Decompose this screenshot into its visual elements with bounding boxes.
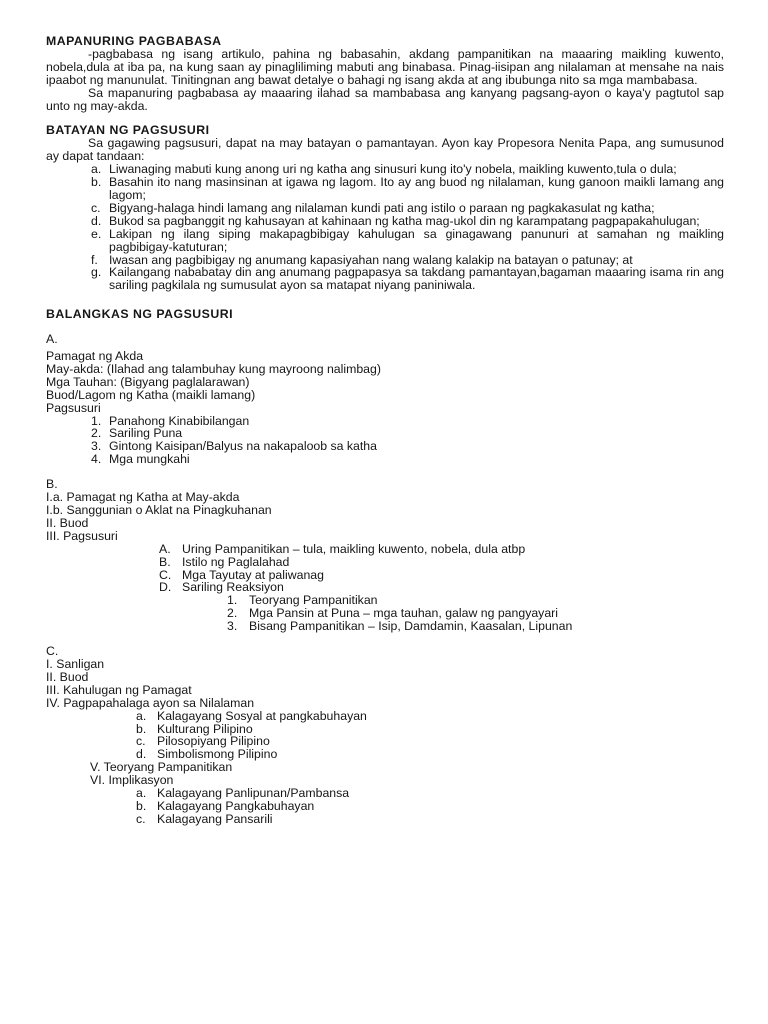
list-item: I. Sanligan <box>46 656 105 671</box>
section-title-batayan: BATAYAN NG PAGSUSURI <box>46 123 210 138</box>
outline-c-iv-list <box>46 710 724 762</box>
list-item: 4. Mga mungkahi <box>91 452 190 467</box>
list-item: I.a. Pamagat ng Katha at May-akda <box>46 490 240 505</box>
list-item: b. Basahin ito nang masinsinan at igawa ng lagom. Ito ay ang buod ng nilalaman, kung ganoon maikli lamang ang lagom; <box>91 175 724 202</box>
outline-c-label: C. <box>46 644 59 659</box>
list-item: D. Sariling Reaksiyon <box>159 580 284 595</box>
outline-a-lines <box>46 350 724 402</box>
list-item: IV. Pagpapahalaga ayon sa Nilalaman <box>46 695 255 710</box>
list-item: a. Kalagayang Panlipunan/Pambansa <box>136 786 350 801</box>
batayan-list <box>46 163 724 292</box>
list-item: B. Istilo ng Paglalahad <box>159 554 290 569</box>
list-item: III. Kahulugan ng Pamagat <box>46 682 192 697</box>
paragraph-batayan-intro: Sa gagawing pagsusuri, dapat na may batayan o pamantayan. Ayon kay Propesora Nenita Papa, ang sumusunod ay dapat tandaan: <box>46 136 724 164</box>
list-item: Mga Tauhan: (Bigyang paglalarawan) <box>46 374 250 389</box>
list-item: Buod/Lagom ng Katha (maikli lamang) <box>46 387 256 402</box>
outline-b-subsublist <box>46 594 724 633</box>
list-item: d. Bukod sa pagbanggit ng kahusayan at kahinaan ng katha mag-ukol din ng karampatang pagpapakahulugan; <box>91 213 700 228</box>
list-item: 3. Gintong Kaisipan/Balyus na nakapaloob sa katha <box>91 439 377 454</box>
outline-c-vi: VI. Implikasyon <box>90 773 174 788</box>
list-item: A. Uring Pampanitikan – tula, maikling kuwento, nobela, dula atbp <box>159 541 526 556</box>
list-item: c. Pilosopiyang Pilipino <box>136 734 270 749</box>
outline-a-numbered <box>46 415 724 467</box>
list-item: 2. Mga Pansin at Puna – mga tauhan, galaw ng pangyayari <box>227 606 558 621</box>
paragraph-definition: -pagbabasa ng isang artikulo, pahina ng babasahin, akdang pampanitikan na maaaring maikling kuwento, nobela,dula at iba pa, na kung saan ay pinagliliming mabuti ang binabasa. Pinag-iisipan ang nilalaman at mensahe na nais ipaabot ng manunulat. Tinitingnan ang bawat detalye o bahagi ng isang akda at ang ibubunga nito sa mga mambabasa. <box>46 46 724 87</box>
list-item: e. Lakipan ng ilang siping makapagbibigay kahulugan sa ginagawang panunuri at samahan ng maikling pagbibigay-katuturan; <box>91 226 724 254</box>
section-title-balangkas: BALANGKAS NG PAGSUSURI <box>46 307 234 322</box>
list-item: C. Mga Tayutay at paliwanag <box>159 567 324 582</box>
list-item: f. Iwasan ang pagbibigay ng anumang kapasiyahan nang walang kalakip na batayan o patunay; at <box>91 252 633 267</box>
outline-c-v: V. Teoryang Pampanitikan <box>90 760 233 775</box>
list-item: g. Kailangang nababatay din ang anumang pagpapasya sa takdang pamantayan,bagaman maaaring isama rin ang sariling pagkilala ng sumusulat ayon sa matapat niyang paniniwala. <box>91 265 724 293</box>
list-item: 1. Teoryang Pampanitikan <box>227 593 378 608</box>
list-item: a. Liwanaging mabuti kung anong uri ng katha ang sinusuri kung ito'y nobela, maikling kuwento,tula o dula; <box>91 162 677 177</box>
list-item: b. Kulturang Pilipino <box>136 721 253 736</box>
outline-c-lines <box>46 658 724 710</box>
document-page <box>46 35 724 826</box>
list-item: d. Simbolismong Pilipino <box>136 747 278 762</box>
list-item: Pamagat ng Akda <box>46 349 144 364</box>
outline-c-vi-list <box>46 787 724 826</box>
list-item: II. Buod <box>46 515 89 530</box>
paragraph-pagsang-ayon: Sa mapanuring pagbabasa ay maaaring ilahad sa mambabasa ang kanyang pagsang-ayon o kaya'y pagtutol sap unto ng may-akda. <box>46 85 724 113</box>
outline-b-label: B. <box>46 477 58 492</box>
list-item: I.b. Sanggunian o Aklat na Pinagkuhanan <box>46 503 272 517</box>
outline-b-sublist <box>46 543 724 595</box>
section-title-mapanuring: MAPANURING PAGBABASA <box>46 34 222 48</box>
list-item: III. Pagsusuri <box>46 528 118 543</box>
outline-a-pagsusuri: Pagsusuri <box>46 400 101 415</box>
list-item: 1. Panahong Kinabibilangan <box>91 413 250 428</box>
list-item: c. Kalagayang Pansarili <box>136 811 273 826</box>
list-item: b. Kalagayang Pangkabuhayan <box>136 798 315 813</box>
list-item: II. Buod <box>46 669 89 684</box>
list-item: 3. Bisang Pampanitikan – Isip, Damdamin, Kaasalan, Lipunan <box>227 619 573 634</box>
list-item: a. Kalagayang Sosyal at pangkabuhayan <box>136 708 367 723</box>
list-item: c. Bigyang-halaga hindi lamang ang nilalaman kundi pati ang istilo o paraan ng pagkakasulat ng katha; <box>91 200 655 215</box>
list-item: May-akda: (Ilahad ang talambuhay kung mayroong nalimbag) <box>46 361 381 376</box>
outline-b-lines <box>46 491 724 543</box>
outline-a-label: A. <box>46 332 58 347</box>
list-item: 2. Sariling Puna <box>91 426 183 441</box>
